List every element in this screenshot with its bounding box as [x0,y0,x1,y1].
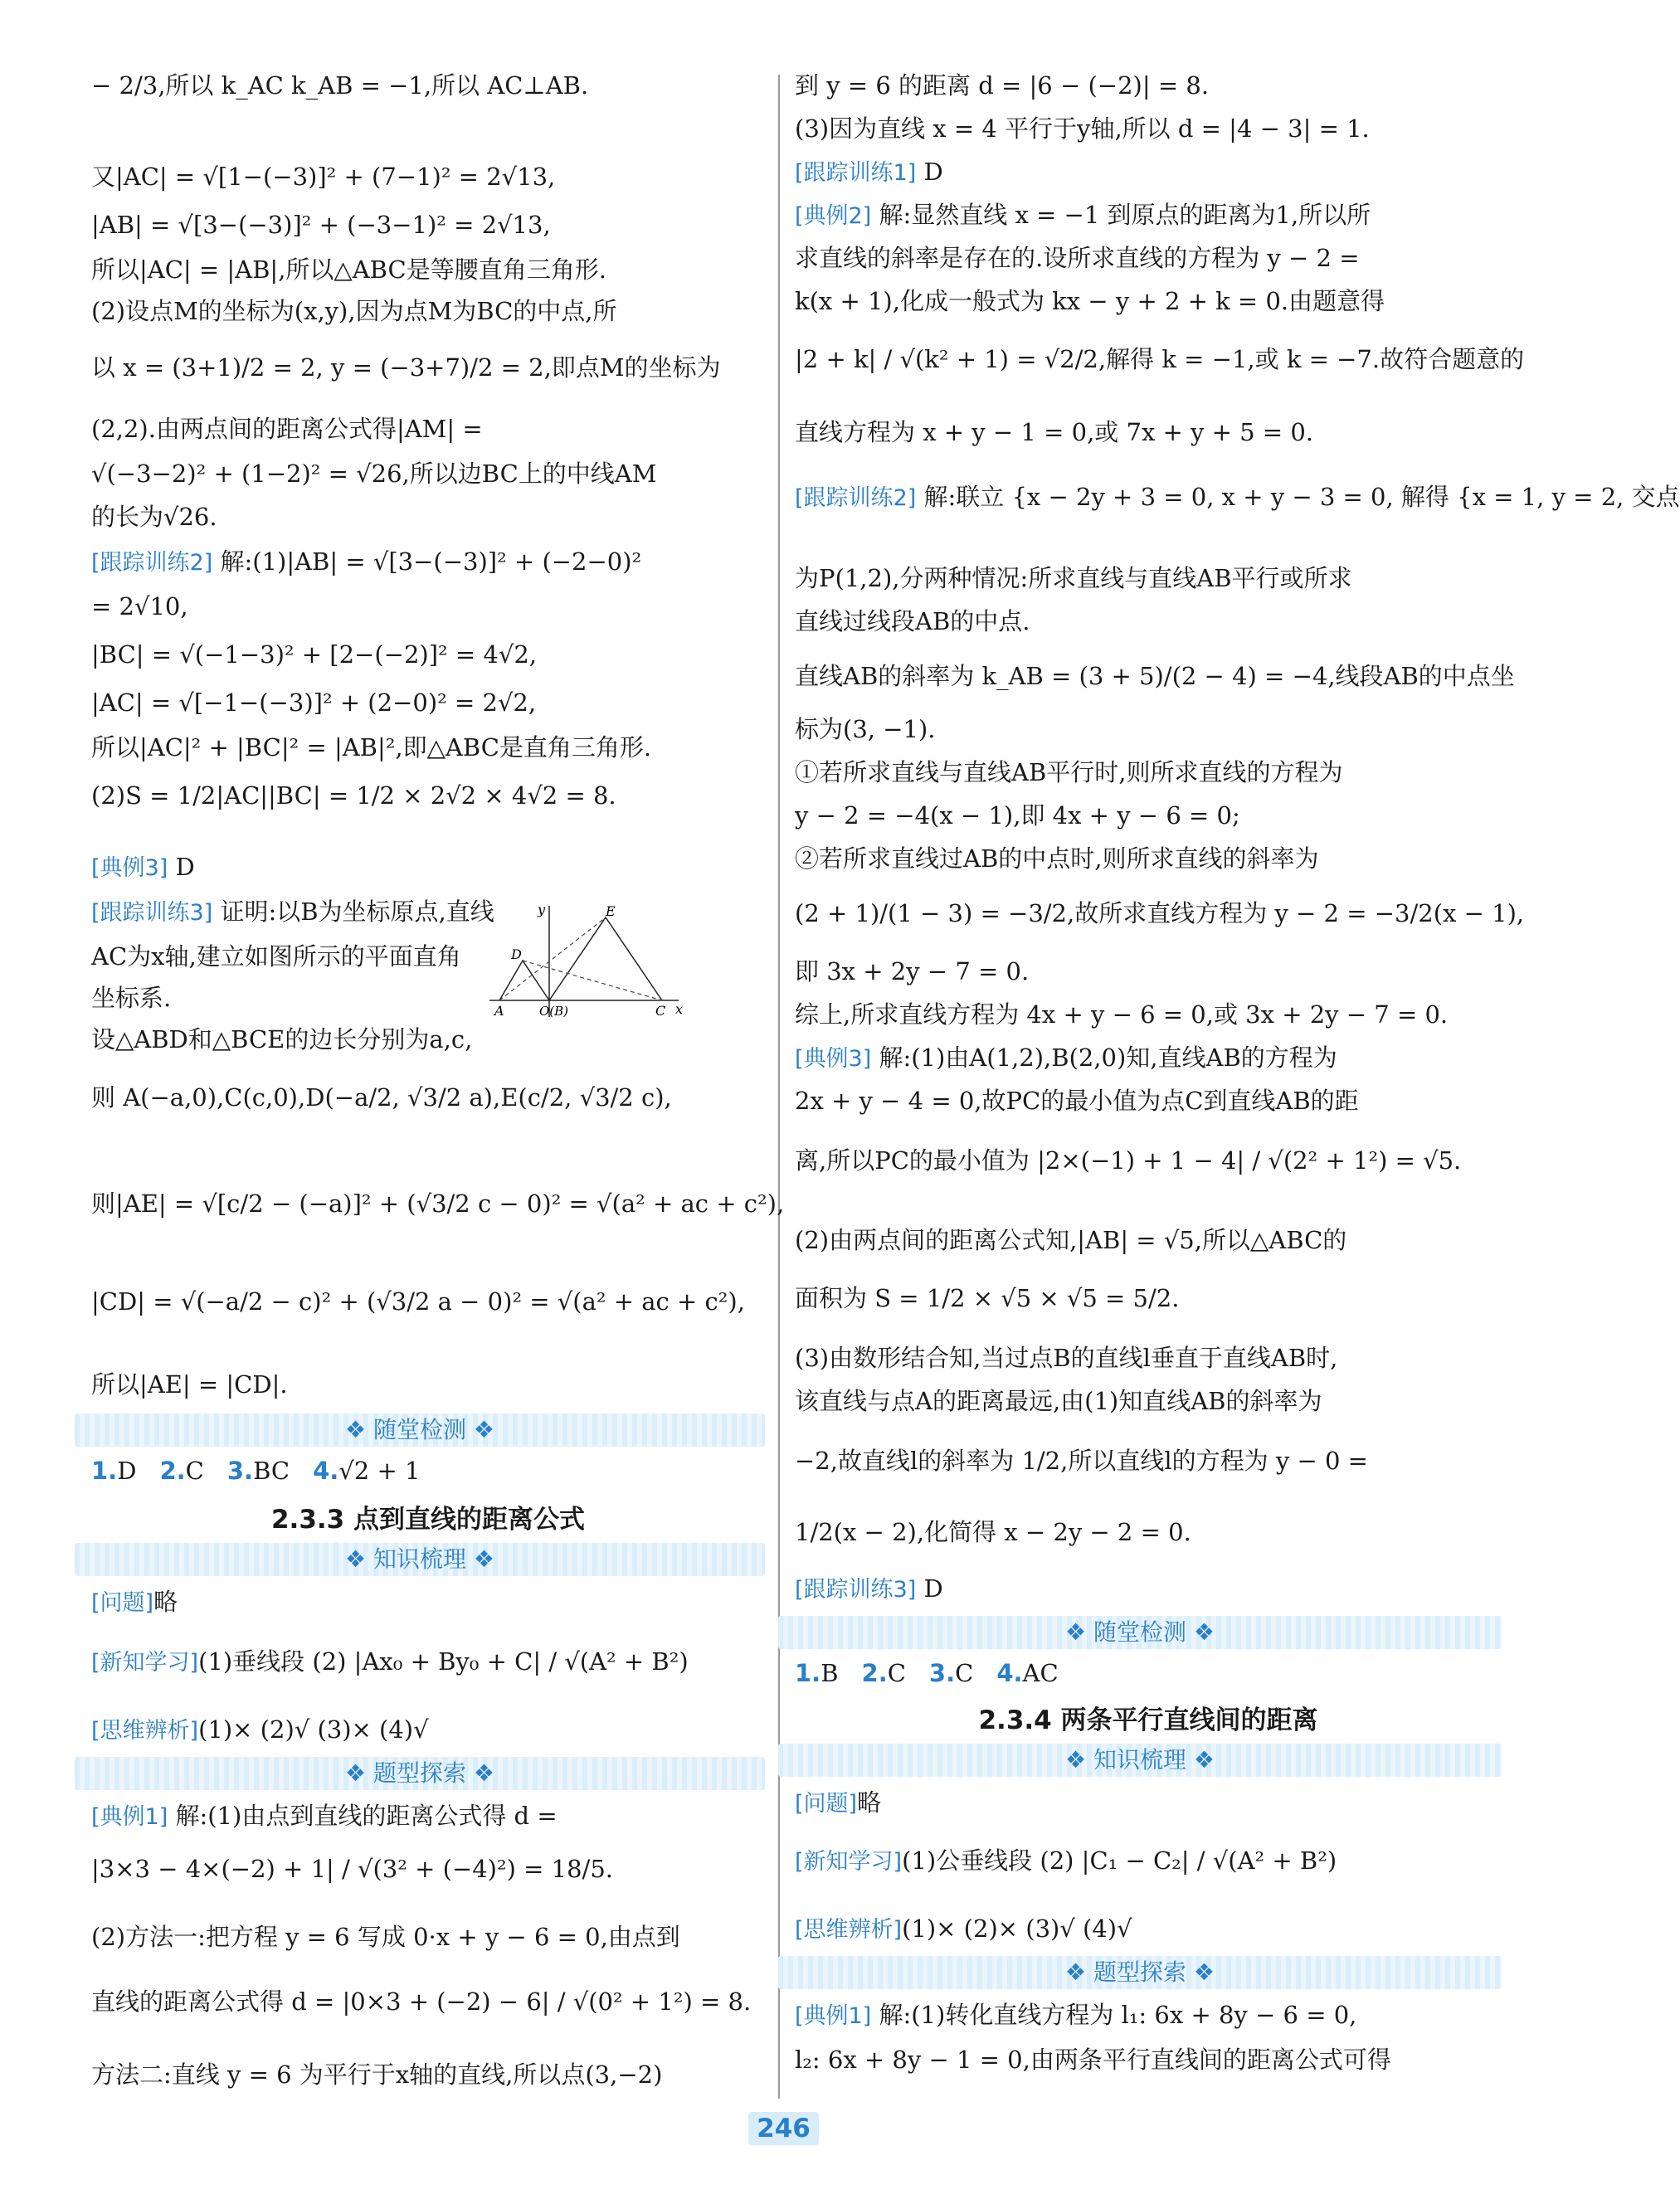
line-text: (3)因为直线 x = 4 平行于y轴,所以 d = |4 − 3| = 1. [795,114,1370,143]
band-title: ❖ 知识梳理 ❖ [344,1545,494,1573]
line-text: 到 y = 6 的距离 d = |6 − (−2)| = 8. [795,71,1210,100]
line-text: 所以|AC| = |AB|,所以△ABC是等腰直角三角形. [91,255,606,284]
text-line [795,1224,1346,1256]
section-tag: [问题] [795,1791,858,1817]
text-line [91,591,188,622]
section-tag: [典例3] [91,855,168,881]
line-text: 的长为√26. [91,503,217,531]
text-line [795,481,1680,514]
text-line [91,1369,288,1400]
text-line [91,1024,472,1055]
answer-value: C [955,1659,974,1687]
text-line [795,1282,1179,1314]
line-text: 又|AC| = √[1−(−3)]² + (7−1)² = 2√13, [91,163,556,191]
line-text: 解:联立 {x − 2y + 3 = 0, x + y − 3 = 0, 解得 {x = 1, y = 2, 交点 [916,483,1680,511]
line-text: (2)由两点间的距离公式知,|AB| = √5,所以△ABC的 [795,1226,1347,1254]
text-line [795,242,1360,274]
answer-value: √2 + 1 [338,1457,421,1485]
text-line [795,2044,1391,2075]
text-line [91,1800,558,1833]
text-line [795,757,1342,788]
section-tag: [问题] [91,1590,154,1616]
text-line [795,1445,1368,1477]
line-text: D [916,158,943,186]
line-text: 解:(1)由A(1,2),B(2,0)知,直线AB的方程为 [871,1044,1337,1072]
answer-number: 2. [861,1659,888,1687]
line-text: 直线方程为 x + y − 1 = 0,或 7x + y + 5 = 0. [795,418,1314,446]
line-text: 设△ABD和△BCE的边长分别为a,c, [91,1025,473,1053]
line-text: (2)方法一:把方程 y = 6 写成 0·x + y − 6 = 0,由点到 [91,1923,680,1951]
section-tag: [思维辨析] [795,1917,903,1943]
text-line [795,199,1371,232]
answer-number: 4. [996,1659,1023,1687]
line-text: 直线AB的斜率为 k_AB = (3 + 5)/(2 − 4) = −4,线段AB的中点坐 [795,662,1515,690]
text-line [91,209,551,241]
label-y: y [538,902,546,917]
text-line [91,1986,751,2017]
section-band [778,1956,1502,1989]
answer-row [795,1657,1082,1689]
text-line [91,851,195,884]
text-line [91,941,461,972]
label-c: C [655,1003,666,1019]
line-text: 解:(1)|AB| = √[3−(−3)]² + (−2−0)² [212,547,642,576]
triangle-bce [549,917,662,1000]
answer-number: 1. [795,1659,821,1687]
coordinate-figure [489,903,689,1019]
line-text: 方法二:直线 y = 6 为平行于x轴的直线,所以点(3,−2) [91,2060,663,2089]
text-line [795,843,1318,874]
section-band [778,1616,1502,1649]
line-text: 面积为 S = 1/2 × √5 × √5 = 5/2. [795,1284,1180,1312]
section-tag: [跟踪训练3] [91,900,213,926]
section-band [778,1744,1502,1777]
answer-number: 1. [91,1457,118,1485]
text-line [91,687,536,718]
segment-cd [523,961,662,1000]
text-line [91,161,555,192]
text-line [795,606,1030,637]
line-text: = 2√10, [91,592,188,620]
line-text: 2x + y − 4 = 0,故PC的最小值为点C到直线AB的距 [795,1087,1359,1115]
section-tag: [典例1] [91,1804,168,1830]
line-text: 略 [857,1788,882,1817]
line-text: (2 + 1)/(1 − 3) = −3/2,故所求直线方程为 y − 2 = −3/2(x − 1), [795,899,1525,927]
line-text: 该直线与点A的距离最远,由(1)知直线AB的斜率为 [795,1387,1322,1415]
text-line [91,254,606,285]
line-text: (2)S = 1/2|AC||BC| = 1/2 × 2√2 × 4√2 = 8. [91,781,616,810]
line-text: l₂: 6x + 8y − 1 = 0,由两条平行直线间的距离公式可得 [795,2046,1391,2074]
line-text: 直线的距离公式得 d = |0×3 + (−2) − 6| / √(0² + 1²) = 8. [91,1987,752,2016]
section-tag: [思维辨析] [91,1718,199,1744]
text-line [91,1853,613,1885]
text-line [795,1385,1322,1417]
line-text: 求直线的斜率是存在的.设所求直线的方程为 y − 2 = [795,244,1360,272]
section-band [75,1413,765,1447]
text-line [91,732,651,763]
line-text: 解:显然直线 x = −1 到原点的距离为1,所以所 [871,201,1371,229]
answer-number: 4. [313,1457,339,1485]
text-line [795,1845,1337,1878]
text-line [91,413,483,445]
line-text: 为P(1,2),分两种情况:所求直线与直线AB平行或所求 [795,564,1352,592]
section-tag: [新知学习] [795,1849,903,1875]
text-line [795,1787,881,1820]
line-text: 直线过线段AB的中点. [795,607,1030,635]
text-line [91,1082,672,1113]
band-title: ❖ 知识梳理 ❖ [1064,1746,1215,1773]
section-tag: [典例3] [795,1046,872,1072]
text-line [91,501,217,533]
text-line [795,1573,943,1606]
line-text: |AB| = √[3−(−3)]² + (−3−1)² = 2√13, [91,211,551,239]
line-text: 离,所以PC的最小值为 |2×(−1) + 1 − 4| / √(2² + 1²) = √5. [795,1146,1462,1175]
text-line [795,1042,1337,1075]
line-text: ②若所求直线过AB的中点时,则所求直线的斜率为 [795,844,1319,873]
line-text: 所以|AC|² + |BC|² = |AB|²,即△ABC是直角三角形. [91,733,652,761]
answer-row [91,1455,443,1486]
text-line [795,713,935,745]
text-line [795,1516,1191,1548]
line-text: (1)垂线段 (2) |Ax₀ + By₀ + C| / √(A² + B²) [198,1647,689,1676]
line-text: y − 2 = −4(x − 1),即 4x + y − 6 = 0; [795,801,1240,830]
label-o: O(B) [539,1004,569,1019]
text-line [91,639,537,670]
line-text: |AC| = √[−1−(−3)]² + (2−0)² = 2√2, [91,688,537,717]
answer-number: 3. [226,1457,254,1485]
line-text: (1)× (2)× (3)√ (4)√ [902,1915,1132,1943]
page-number: 246 [0,2114,1567,2143]
section-tag: [典例2] [795,203,872,229]
line-text: D [168,853,195,881]
text-line [91,1646,689,1679]
band-title: ❖ 题型探索 ❖ [1064,1958,1215,1986]
text-line [91,70,588,101]
answer-value: C [185,1457,204,1485]
answer-value: C [887,1659,906,1687]
text-line [795,1085,1359,1117]
line-text: D [916,1574,943,1603]
line-text: − 2/3,所以 k_AC k_AB = −1,所以 AC⊥AB. [91,71,589,100]
label-x: x [675,1001,684,1017]
section-heading: 2.3.3 点到直线的距离公式 [270,1505,586,1535]
text-line [795,1913,1132,1946]
line-text: 标为(3, −1). [795,715,936,743]
text-line [795,999,1448,1030]
section-tag: [跟踪训练2] [795,485,917,511]
text-line [91,295,617,327]
column-divider [778,75,780,2099]
line-text: ①若所求直线与直线AB平行时,则所求直线的方程为 [795,758,1343,786]
answer-number: 2. [159,1457,186,1485]
text-line [795,70,1209,101]
line-text: |BC| = √(−1−3)² + [2−(−2)]² = 4√2, [91,640,537,669]
text-line [795,416,1313,448]
line-text: |2 + k| / √(k² + 1) = √2/2,解得 k = −1,或 k = −7.故符合题意的 [795,345,1525,373]
line-text: 则|AE| = √[c/2 − (−a)]² + (√3/2 c − 0)² = √(a² + ac + c²), [91,1190,785,1218]
line-text: 1/2(x − 2),化简得 x − 2y − 2 = 0. [795,1518,1191,1546]
line-text: (1)× (2)√ (3)× (4)√ [198,1715,429,1744]
line-text: 证明:以B为坐标原点,直线 [212,898,494,926]
line-text: 即 3x + 2y − 7 = 0. [795,957,1030,985]
text-line [91,1188,784,1219]
band-title: ❖ 随堂检测 ❖ [1064,1618,1215,1646]
answer-value: BC [253,1457,290,1485]
line-text: √(−3−2)² + (1−2)² = √26,所以边BC上的中线AM [91,460,657,488]
text-line [91,1286,745,1317]
text-line [795,1999,1356,2032]
text-line [91,1714,429,1747]
line-text: AC为x轴,建立如图所示的平面直角 [91,942,461,971]
section-tag: [跟踪训练1] [795,160,917,186]
text-line [91,780,616,811]
section-tag: [典例1] [795,2003,872,2029]
line-text: 略 [153,1588,178,1616]
text-line [795,1342,1337,1374]
line-text: (2)设点M的坐标为(x,y),因为点M为BC的中点,所 [91,297,617,325]
section-band [75,1757,765,1790]
text-line [91,2059,662,2090]
answer-value: B [821,1659,839,1687]
line-text: −2,故直线l的斜率为 1/2,所以直线l的方程为 y − 0 = [795,1447,1368,1475]
text-line [795,285,1385,317]
text-line [795,800,1240,831]
line-text: 解:(1)转化直线方程为 l₁: 6x + 8y − 6 = 0, [871,2001,1357,2029]
text-line [91,546,641,579]
line-text: 坐标系. [91,984,172,1012]
line-text: 解:(1)由点到直线的距离公式得 d = [168,1802,558,1830]
label-d: D [511,946,522,962]
line-text: (1)公垂线段 (2) |C₁ − C₂| / √(A² + B²) [902,1846,1337,1875]
answer-value: AC [1022,1659,1059,1687]
text-line [795,562,1352,594]
line-text: 所以|AE| = |CD|. [91,1370,288,1399]
band-title: ❖ 题型探索 ❖ [344,1759,494,1787]
text-line [795,956,1029,987]
line-text: 则 A(−a,0),C(c,0),D(−a/2, √3/2 a),E(c/2, √3/2 c), [91,1083,672,1112]
label-a: A [494,1003,504,1019]
band-title: ❖ 随堂检测 ❖ [344,1416,494,1443]
section-tag: [新知学习] [91,1650,199,1676]
text-line [795,156,943,189]
line-text: 综上,所求直线方程为 4x + y − 6 = 0,或 3x + 2y − 7 = 0. [795,1000,1449,1029]
line-text: (3)由数形结合知,当过点B的直线l垂直于直线AB时, [795,1344,1338,1372]
text-line [795,343,1524,375]
answer-value: D [117,1457,137,1485]
text-line [91,1586,178,1619]
line-text: |3×3 − 4×(−2) + 1| / √(3² + (−4)²) = 18/5. [91,1855,613,1883]
line-text: 以 x = (3+1)/2 = 2, y = (−3+7)/2 = 2,即点M的坐标为 [91,353,721,382]
line-text: (2,2).由两点间的距离公式得|AM| = [91,415,483,443]
text-line [91,982,171,1014]
text-line [91,352,721,383]
section-band [75,1543,765,1576]
text-line [91,1921,680,1953]
line-text: k(x + 1),化成一般式为 kx − y + 2 + k = 0.由题意得 [795,287,1385,315]
line-text: |CD| = √(−a/2 − c)² + (√3/2 a − 0)² = √(a² + ac + c²), [91,1287,745,1316]
section-tag: [跟踪训练3] [795,1577,917,1603]
text-line [795,660,1515,692]
label-e: E [606,903,616,919]
text-line [91,458,656,489]
text-line [91,896,494,929]
text-line [795,898,1524,929]
section-heading: 2.3.4 两条平行直线间的距离 [978,1705,1318,1735]
text-line [795,1145,1461,1176]
answer-number: 3. [928,1659,956,1687]
section-tag: [跟踪训练2] [91,550,213,576]
text-line [795,113,1370,144]
